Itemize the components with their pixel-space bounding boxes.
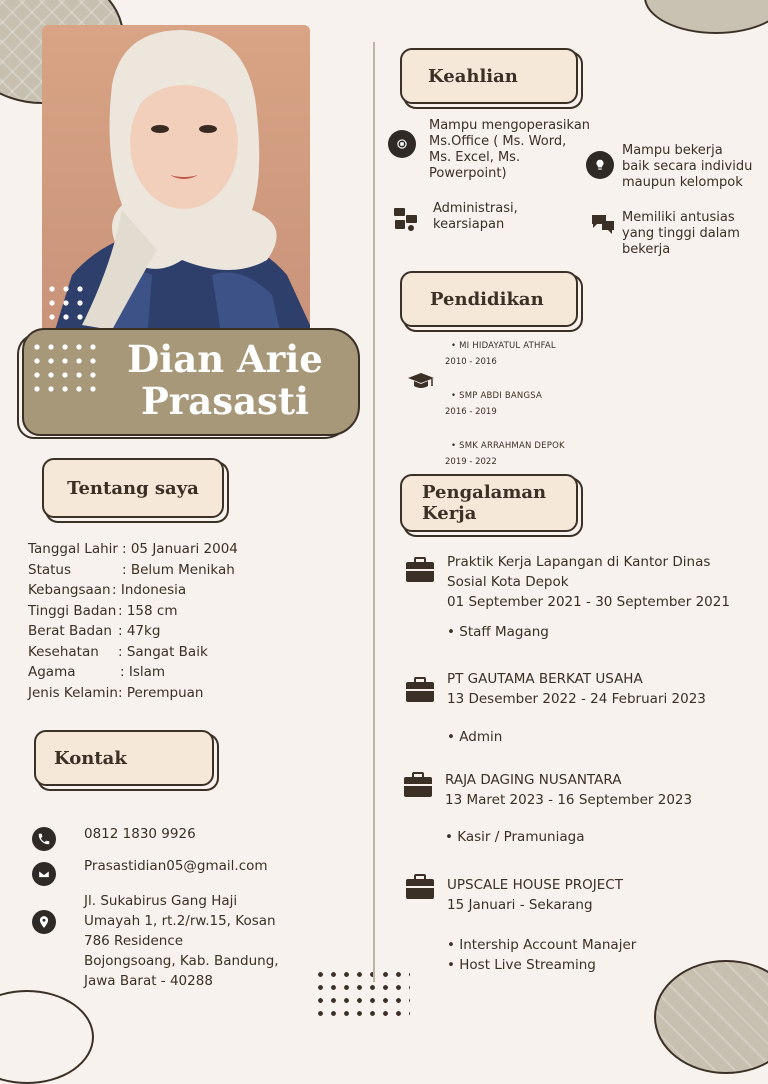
skill-text: Mampu mengoperasikan	[429, 118, 591, 133]
about-label: Tanggal Lahir	[28, 541, 118, 557]
decor-blob-bottom-right	[654, 960, 768, 1074]
experience-text: Sosial Kota Depok	[447, 574, 569, 590]
skills-heading-text: Keahlian	[428, 65, 518, 87]
contact-phone[interactable]: 0812 1830 9926	[84, 826, 196, 842]
about-label: Kesehatan	[28, 643, 99, 660]
address-line: Umayah 1, rt.2/rw.15, Kosan	[84, 913, 276, 929]
skill-text: Mampu bekerja	[622, 143, 723, 158]
experience-text: 01 September 2021 - 30 September 2021	[447, 594, 730, 610]
skill-text: Ms. Excel, Ms.	[429, 150, 521, 165]
skill-item	[622, 143, 752, 191]
about-label: Agama	[28, 664, 76, 680]
about-value: 05 Januari 2004	[130, 541, 238, 557]
about-row: Berat Badan : 47kg	[28, 623, 161, 639]
briefcase-icon	[405, 874, 435, 904]
about-list	[28, 539, 238, 703]
about-value: 158 cm	[126, 602, 178, 619]
skill-text: Ms.Office ( Ms. Word,	[429, 134, 567, 149]
about-label: Jenis Kelamin	[28, 684, 118, 701]
about-heading-text: Tentang saya	[67, 477, 199, 499]
briefcase-icon	[403, 772, 433, 802]
school-name: MI HIDAYATUL ATHFAL	[459, 341, 556, 351]
decor-blob-top-right	[644, 0, 768, 34]
experience-text: 15 Januari - Sekarang	[447, 897, 593, 913]
contact-heading	[34, 730, 214, 786]
experience-text: 13 Desember 2022 - 24 Februari 2023	[447, 691, 706, 707]
about-heading	[42, 458, 224, 518]
skill-text: bekerja	[622, 242, 671, 257]
education-heading-text: Pendidikan	[430, 288, 544, 310]
experience-heading-line: Pengalaman	[422, 482, 547, 503]
decor-blob-bottom-left	[0, 990, 94, 1084]
about-row: Tanggal Lahir : 05 Januari 2004	[28, 541, 238, 557]
about-row: Jenis Kelamin : Perempuan	[28, 684, 204, 701]
briefcase-icon	[405, 677, 435, 707]
skill-item	[433, 201, 518, 233]
full-name	[100, 338, 350, 422]
about-row: Kebangsaan : Indonesia	[28, 582, 187, 598]
school-name: SMP ABDI BANGSA	[459, 391, 543, 401]
admin-icon	[393, 206, 419, 232]
skill-text: Powerpoint)	[429, 166, 507, 181]
education-item: • MI HIDAYATUL ATHFAL 2010 - 2016	[445, 341, 556, 367]
column-divider	[373, 42, 375, 982]
about-value: Islam	[128, 664, 166, 680]
skill-text: baik secara individu	[622, 159, 753, 174]
about-row: Agama : Islam	[28, 664, 166, 680]
skill-text: yang tinggi dalam	[622, 226, 740, 241]
experience-item	[447, 669, 706, 747]
school-years: 2019 - 2022	[445, 457, 497, 467]
experience-role: • Admin	[447, 729, 503, 745]
address-line: Jl. Sukabirus Gang Haji	[84, 893, 238, 909]
skill-text: maupun kelompok	[622, 175, 743, 190]
about-value: Perempuan	[126, 684, 204, 701]
experience-role: • Kasir / Pramuniaga	[445, 829, 585, 845]
chat-icon	[590, 212, 616, 236]
school-years: 2010 - 2016	[445, 357, 497, 367]
name-banner	[22, 328, 360, 436]
education-item: • SMK ARRAHMAN DEPOK 2019 - 2022	[445, 441, 565, 467]
about-value: 47kg	[126, 623, 161, 639]
experience-item	[447, 875, 636, 975]
contact-address	[84, 891, 279, 991]
decor-dots-bottom	[314, 968, 410, 1024]
school-years: 2016 - 2019	[445, 407, 497, 417]
briefcase-icon	[405, 557, 435, 587]
about-label: Status	[28, 561, 72, 578]
last-name: Prasasti	[140, 379, 310, 423]
address-line: 786 Residence	[84, 933, 184, 949]
experience-heading-line: Kerja	[422, 503, 477, 524]
about-row: Status : Belum Menikah	[28, 561, 235, 578]
skill-text: Administrasi,	[433, 201, 518, 216]
skill-item	[622, 210, 740, 258]
address-line: Jawa Barat - 40288	[84, 973, 213, 989]
experience-text: PT GAUTAMA BERKAT USAHA	[447, 671, 643, 687]
experience-item	[447, 552, 730, 642]
experience-item	[445, 770, 692, 847]
email-icon	[32, 862, 56, 886]
decor-dots-banner	[30, 340, 100, 396]
experience-text: RAJA DAGING NUSANTARA	[445, 772, 622, 788]
contact-heading-text: Kontak	[54, 747, 127, 769]
about-value: Belum Menikah	[130, 561, 235, 578]
experience-text: UPSCALE HOUSE PROJECT	[447, 877, 623, 893]
about-row: Tinggi Badan : 158 cm	[28, 602, 178, 619]
skill-text: Memiliki antusias	[622, 210, 735, 225]
about-value: Sangat Baik	[126, 643, 208, 660]
about-value: Indonesia	[120, 582, 187, 598]
location-pin-icon	[32, 910, 56, 934]
skill-item	[429, 118, 590, 182]
contact-email[interactable]: Prasastidian05@gmail.com	[84, 858, 268, 874]
about-label: Kebangsaan	[28, 582, 111, 598]
lightbulb-icon	[586, 151, 614, 179]
experience-role: • Intership Account Manajer	[447, 937, 637, 953]
about-label: Tinggi Badan	[28, 602, 117, 619]
office-icon	[388, 130, 416, 158]
education-heading	[400, 271, 578, 327]
school-name: SMK ARRAHMAN DEPOK	[459, 441, 565, 451]
skill-text: kearsiapan	[433, 217, 505, 232]
graduation-cap-icon	[407, 372, 435, 392]
experience-text: 13 Maret 2023 - 16 September 2023	[445, 792, 693, 808]
experience-role: • Host Live Streaming	[447, 957, 596, 973]
experience-role: • Staff Magang	[447, 624, 549, 640]
address-line: Bojongsoang, Kab. Bandung,	[84, 953, 279, 969]
about-row: Kesehatan : Sangat Baik	[28, 643, 208, 660]
about-label: Berat Badan	[28, 623, 112, 639]
experience-heading	[400, 474, 578, 532]
first-name: Dian Arie	[127, 337, 323, 381]
skills-heading	[400, 48, 578, 104]
phone-icon	[32, 827, 56, 851]
experience-text: Praktik Kerja Lapangan di Kantor Dinas	[447, 554, 711, 570]
education-item: • SMP ABDI BANGSA 2016 - 2019	[445, 391, 543, 417]
